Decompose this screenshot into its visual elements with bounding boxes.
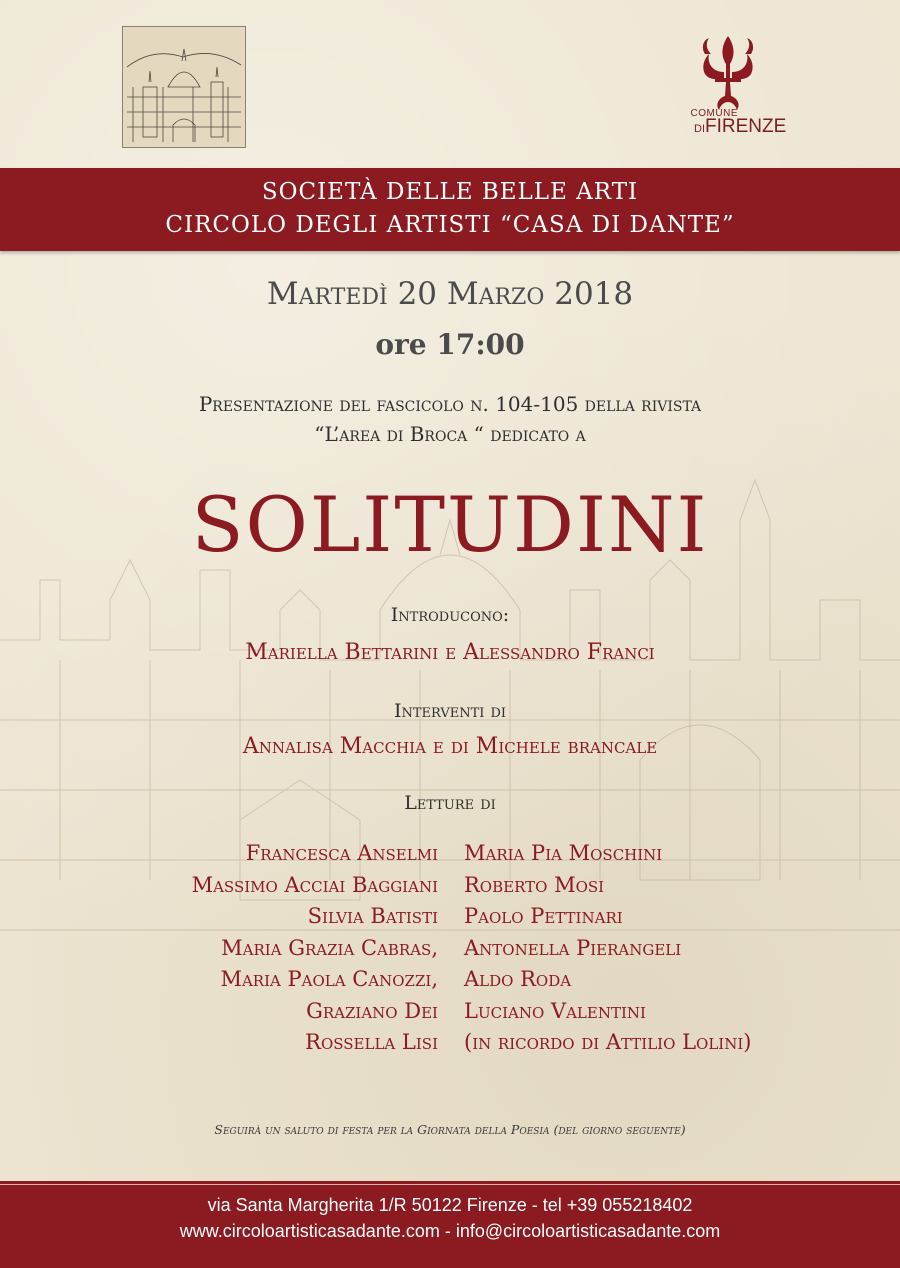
event-time: ore 17:00 — [375, 328, 525, 361]
comune-di-firenze-logo — [678, 34, 787, 144]
reader-name: Francesca Anselmi — [245, 841, 438, 865]
reader-name: Aldo Roda — [464, 967, 572, 991]
header-band — [0, 168, 900, 251]
presentation-line-2: “L’area di Broca “ dedicato a — [314, 422, 586, 446]
firenze-label — [694, 116, 786, 138]
readings-label: Letture di — [404, 792, 496, 814]
reader-name: Roberto Mosi — [464, 872, 605, 897]
readers-right-column — [464, 838, 751, 1059]
reader-name: Paolo Pettinari — [464, 904, 623, 928]
event-title: SOLITUDINI — [191, 480, 709, 569]
event-date: Martedì 20 Marzo 2018 — [266, 276, 634, 312]
closing-note: Seguirà un saluto di festa per la Giornata della Poesia (del giorno seguente) — [214, 1122, 686, 1137]
reader-name: Graziano Dei — [306, 998, 438, 1023]
society-name: SOCIETÀ DELLE BELLE ARTI — [261, 179, 639, 205]
reader-name: Maria Grazia Cabras, — [221, 935, 438, 960]
footer-contacts: www.circoloartisticasadante.com - info@circoloartisticasadante.com — [179, 1221, 721, 1241]
reader-name: Luciano Valentini — [464, 998, 646, 1023]
footer-divider — [0, 1184, 900, 1185]
comune-city-label: FIRENZE — [705, 116, 787, 137]
reader-name: Rossella Lisi — [305, 1030, 438, 1054]
footer-band — [0, 1181, 900, 1268]
readers-left-column — [192, 838, 438, 1059]
presentation-line-1: Presentazione del fascicolo n. 104-105 della rivista — [198, 392, 702, 416]
reader-name: Massimo Acciai Baggiani — [191, 872, 438, 897]
fleur-de-lis-icon — [693, 34, 763, 112]
interventions-names: Annalisa Macchia e di Michele brancale — [242, 734, 658, 759]
reader-name: Maria Paola Canozzi, — [220, 967, 438, 991]
reader-name: Silvia Batisti — [307, 904, 438, 928]
circle-name: CIRCOLO DEGLI ARTISTI “CASA DI DANTE” — [165, 212, 735, 238]
interventions-label: Interventi di — [393, 700, 507, 722]
comune-di-label: DI — [694, 123, 705, 135]
comune-label: COMUNE — [690, 108, 738, 119]
reader-name: Antonella Pierangeli — [464, 935, 682, 960]
footer-address: via Santa Margherita 1/R 50122 Firenze - tel +39 055218402 — [207, 1195, 693, 1215]
reader-name: (in ricordo di Attilio Lolini) — [464, 1030, 752, 1054]
reader-name: Maria Pia Moschini — [464, 841, 663, 865]
city-engraving-logo — [122, 26, 246, 148]
introduction-names: Mariella Bettarini e Alessandro Franci — [245, 640, 655, 665]
introduction-label: Introducono: — [390, 604, 510, 626]
